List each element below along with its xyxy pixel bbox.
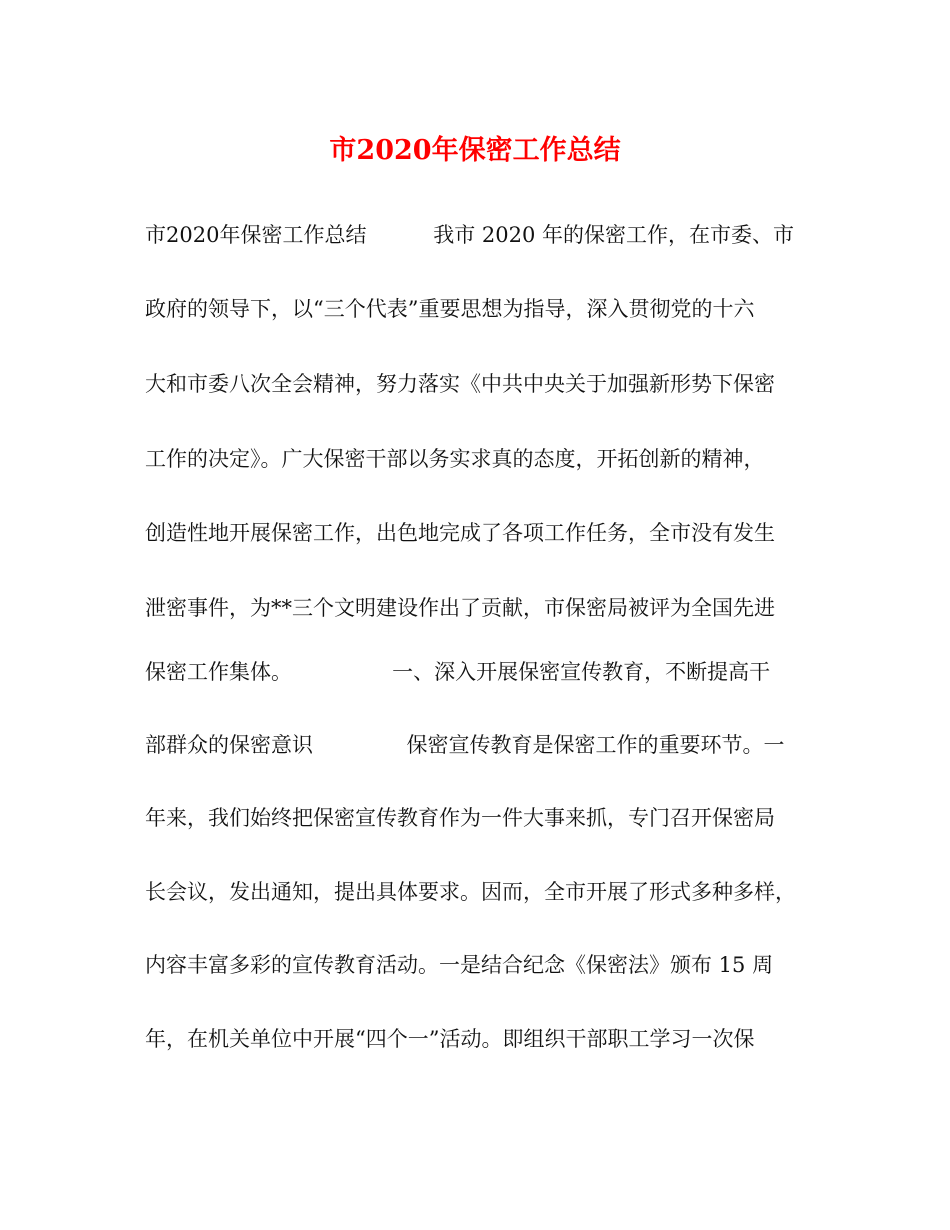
body-line: 市2020年保密工作总结 我市 2020 年的保密工作，在市委、市 (145, 223, 794, 247)
body-line: 创造性地开展保密工作，出色地完成了各项工作任务，全市没有发生 (145, 521, 775, 545)
body-line: 工作的决定》。广大保密干部以务实求真的态度，开拓创新的精神， (145, 447, 765, 471)
body-line: 年，在机关单位中开展“四个一”活动。即组织干部职工学习一次保 (145, 1027, 755, 1051)
body-line: 保密工作集体。 一、深入开展保密宣传教育，不断提高干 (145, 660, 771, 684)
body-line: 部群众的保密意识 保密宣传教育是保密工作的重要环节。一 (145, 733, 785, 757)
body-line: 内容丰富多彩的宣传教育活动。一是结合纪念《保密法》颁布 15 周 (145, 953, 774, 977)
body-line: 年来，我们始终把保密宣传教育作为一件大事来抓，专门召开保密局 (145, 806, 775, 830)
body-line: 大和市委八次全会精神，努力落实《中共中央关于加强新形势下保密 (145, 372, 775, 396)
body-line: 政府的领导下，以“三个代表”重要思想为指导，深入贯彻党的十六 (145, 297, 755, 321)
body-line: 泄密事件，为**三个文明建设作出了贡献，市保密局被评为全国先进 (145, 596, 775, 620)
body-line: 长会议，发出通知，提出具体要求。因而，全市开展了形式多种多样， (145, 880, 796, 904)
document-title: 市2020年保密工作总结 (329, 135, 621, 166)
